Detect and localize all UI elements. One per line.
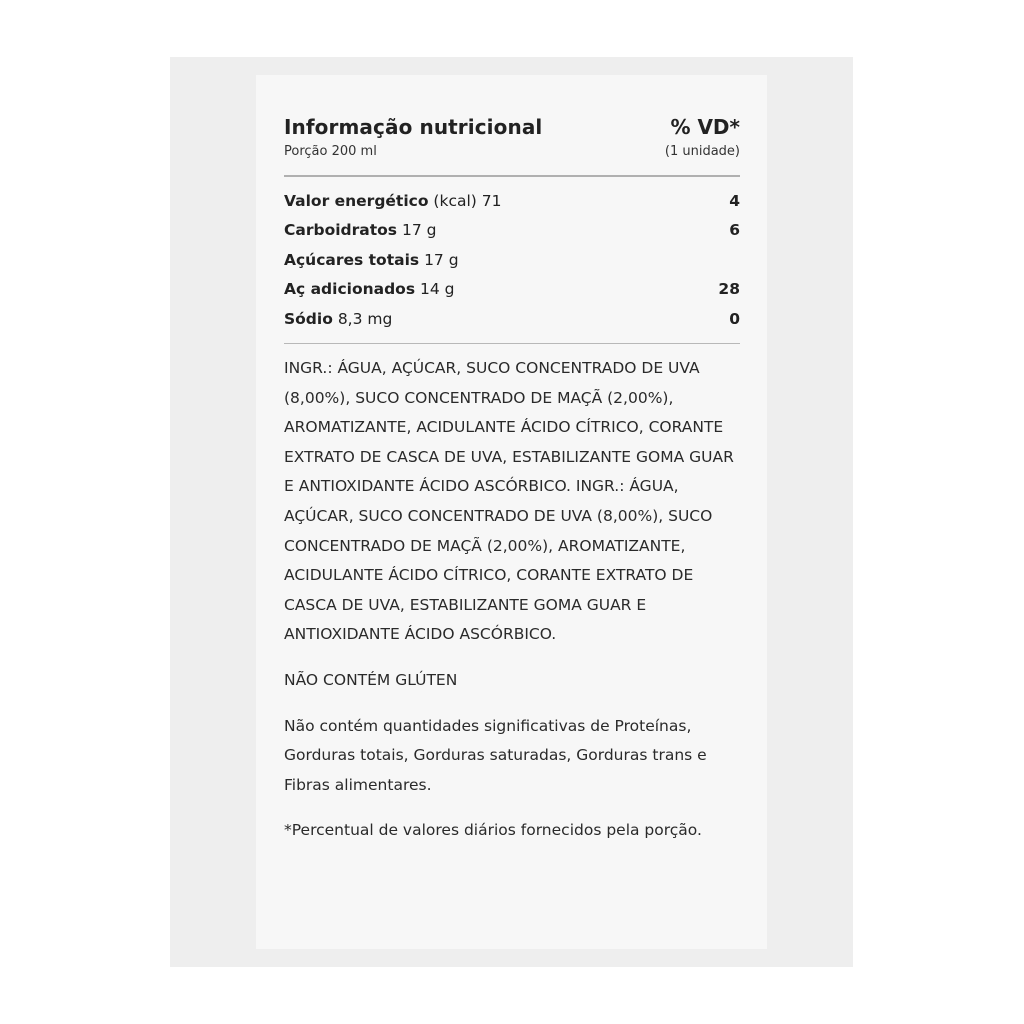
nutrient-name: Carboidratos [284,221,398,240]
nutrient-vd: 4 [729,191,740,210]
nutrient-label [284,221,436,239]
nutrient-row-added-sugars [284,275,740,305]
header-divider [284,175,740,177]
ingredients-text: INGR.: ÁGUA, AÇÚCAR, SUCO CONCENTRADO DE UVA (8,00%), SUCO CONCENTRADO DE MAÇÃ (2,00%), AROMATIZANTE, ACIDULANTE ÁCIDO CÍTRICO, CORANTE EXTRATO DE CASCA DE UVA, ESTABILIZANTE GOMA GUAR E ANTIOXIDANTE ÁCIDO ASCÓRBICO. INGR.: ÁGUA, AÇÚCAR, SUCO CONCENTRADO DE UVA (8,00%), SUCO CONCENTRADO DE MAÇÃ (2,00%), AROMATIZANTE, ACIDULANTE ÁCIDO CÍTRICO, CORANTE EXTRATO DE CASCA DE UVA, ESTABILIZANTE GOMA GUAR E ANTIOXIDANTE ÁCIDO ASCÓRBICO. [284,359,734,644]
nutrients-divider [284,343,740,345]
nutrient-row-sodium [284,304,740,334]
portion-size: Porção 200 ml [284,144,377,159]
nutrient-label [284,251,459,269]
vd-footnote: *Percentual de valores diários fornecidos pela porção. [284,821,702,840]
portion-unit: (1 unidade) [664,144,740,159]
portion-row [284,143,740,161]
nutrient-amount: 17 g [424,250,459,269]
nutrient-amount: (kcal) 71 [433,191,502,210]
nutrition-title: Informação nutricional [284,115,543,139]
vd-header: % VD* [670,115,740,139]
nutrient-label [284,192,501,210]
nutrient-row-total-sugars [284,245,740,275]
not-significant-note: Não contém quantidades significativas de Proteínas, Gorduras totais, Gorduras saturadas, Gorduras trans e Fibras alimentares. [284,716,707,794]
nutrient-amount: 8,3 mg [337,309,393,328]
nutrition-label-content [284,113,740,846]
nutrient-row-carbs [284,216,740,246]
nutrition-label-card [256,75,767,949]
nutrient-name: Aç adicionados [284,280,416,299]
nutrient-row-energy [284,186,740,216]
nutrient-name: Açúcares totais [284,250,420,269]
nutrient-amount: 14 g [420,280,455,299]
nutrient-vd: 6 [729,221,740,240]
gluten-statement: NÃO CONTÉM GLÚTEN [284,670,458,689]
nutrient-amount: 17 g [401,221,437,240]
header-row [284,113,740,141]
nutrient-label [284,310,392,328]
nutrient-vd: 0 [729,309,740,328]
nutrient-list [284,186,740,334]
nutrient-name: Sódio [284,309,333,328]
image-frame [170,57,853,967]
nutrient-label [284,280,455,298]
nutrient-vd: 28 [718,280,740,299]
nutrient-name: Valor energético [284,191,429,210]
